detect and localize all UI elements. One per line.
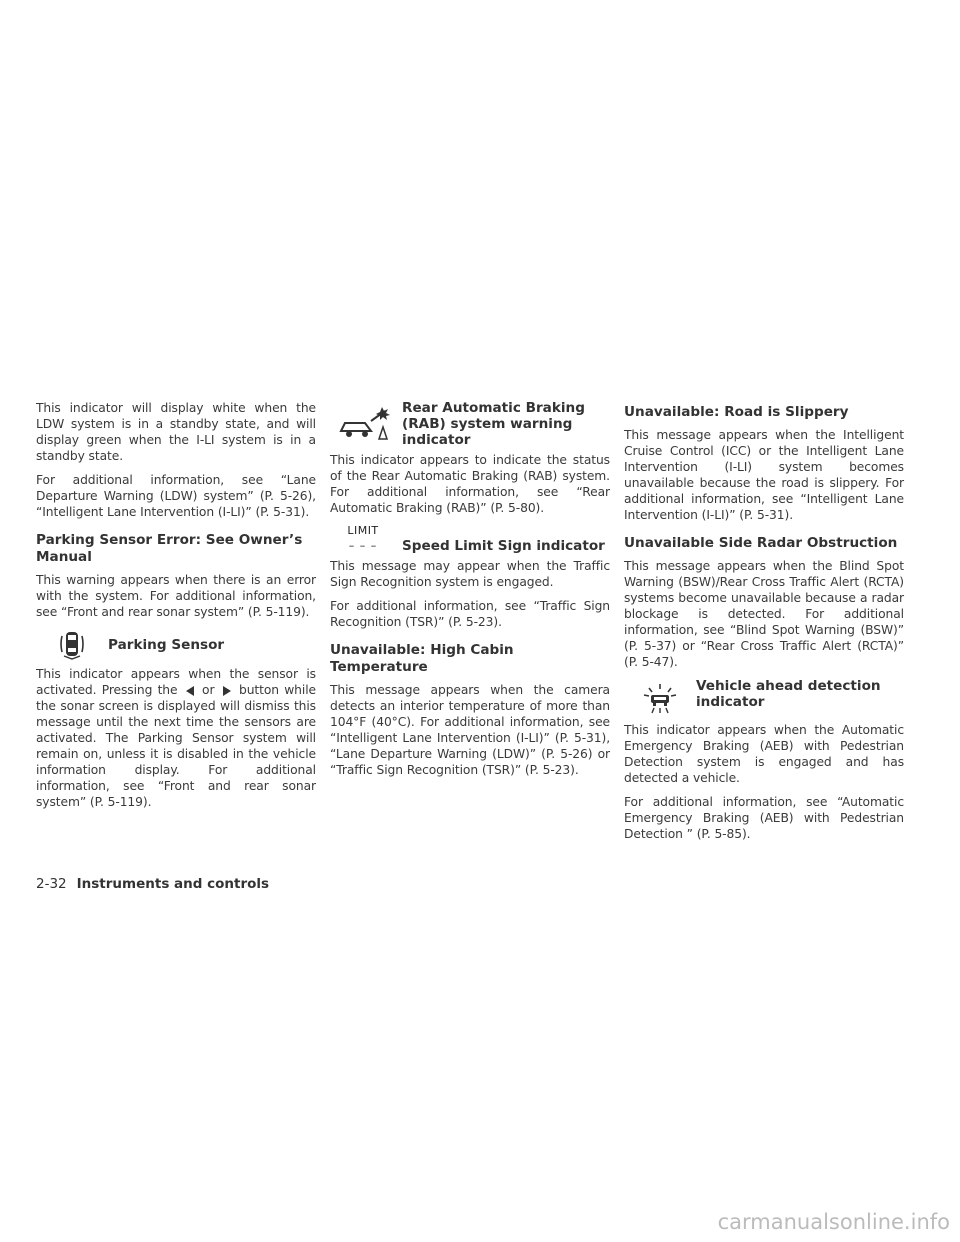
section-heading: Unavailable Side Radar Obstruction [624, 535, 898, 551]
parking-sensor-heading [36, 628, 316, 662]
watermark-text: carmanualsonline.info [717, 1210, 950, 1234]
text-fragment: button while the sonar screen is displayed will dismiss this message until the next time the sensors are activated. The Parking Sensor system will remain on, unless it is disabled in the vehicle information display. For additional information, see “Front and rear sonar system” (P. 5-119). [36, 683, 316, 809]
paragraph: This message appears when the Intelligent Cruise Control (ICC) or the Intelligent Lane Intervention (I-LI) system becomes unavailable because the road is slippery. For additional information, see “Intelligent Lane Intervention (I-LI)” (P. 5-31). [624, 428, 904, 522]
paragraph: This indicator appears to indicate the status of the Rear Automatic Braking (RAB) system. For additional information, see “Rear Automatic Braking (RAB)” (P. 5-80). [330, 453, 610, 515]
parking-sensor-icon [36, 628, 108, 662]
rab-title: Rear Automatic Braking (RAB) system warning indicator [402, 400, 585, 448]
page-number: 2-32 [36, 876, 67, 892]
paragraph: For additional information, see “Traffic Sign Recognition (TSR)” (P. 5-23). [330, 599, 610, 629]
paragraph [36, 666, 316, 810]
paragraph: This indicator will display white when the LDW system is in a standby state, and will display green when the I-LI system is in a standby state. [36, 401, 316, 463]
speed-limit-sign-icon [330, 524, 396, 552]
vehicle-ahead-title: Vehicle ahead detection indicator [696, 678, 881, 710]
speed-limit-title: Speed Limit Sign indicator [402, 538, 605, 554]
limit-dashes: – – – [348, 539, 378, 552]
section-heading: Parking Sensor Error: See Owner’s Manual [36, 532, 303, 565]
section-name: Instruments and controls [76, 876, 270, 892]
paragraph: This message appears when the camera detects an interior temperature of more than 104°F (40°C). For additional information, see “Intelligent Lane Intervention (I-LI)” (P. 5-31), “Lane Departure Warning (LDW)” (P. 5-26) or “Traffic Sign Recognition (TSR)” (P. 5-23). [330, 683, 610, 777]
left-arrow-icon [186, 686, 194, 696]
rear-automatic-braking-icon [330, 400, 400, 446]
parking-sensor-title: Parking Sensor [108, 637, 225, 653]
paragraph: This warning appears when there is an error with the system. For additional information, see “Front and rear sonar system” (P. 5-119). [36, 573, 316, 619]
page-footer [36, 876, 269, 892]
paragraph: For additional information, see “Automatic Emergency Braking (AEB) with Pedestrian Detection ” (P. 5-85). [624, 795, 904, 841]
column-right [624, 400, 904, 850]
vehicle-ahead-heading [624, 678, 904, 718]
text-fragment: or [202, 683, 215, 697]
speed-limit-heading [330, 524, 610, 554]
right-arrow-icon [223, 686, 231, 696]
paragraph: This message may appear when the Traffic Sign Recognition system is engaged. [330, 559, 610, 589]
rab-heading [330, 400, 610, 448]
column-left [36, 400, 316, 818]
paragraph: This indicator appears when the Automatic Emergency Braking (AEB) with Pedestrian Detection system is engaged and has detected a vehicle. [624, 723, 904, 785]
limit-label: LIMIT [347, 524, 379, 537]
section-heading: Unavailable: High Cabin Temperature [330, 642, 514, 675]
paragraph: For additional information, see “Lane Departure Warning (LDW) system” (P. 5-26), “Intelligent Lane Intervention (I-LI)” (P. 5-31). [36, 473, 316, 519]
column-middle [330, 400, 610, 786]
section-heading: Unavailable: Road is Slippery [624, 404, 849, 420]
vehicle-ahead-icon [624, 678, 696, 718]
text-fragment: This indicator appears when the sensor is activated. Pressing the [36, 667, 316, 697]
paragraph: This message appears when the Blind Spot Warning (BSW)/Rear Cross Traffic Alert (RCTA) systems become unavailable because a radar blockage is detected. For additional information, see “Blind Spot Warning (BSW)” (P. 5-37) or “Rear Cross Traffic Alert (RCTA)” (P. 5-47). [624, 559, 904, 669]
